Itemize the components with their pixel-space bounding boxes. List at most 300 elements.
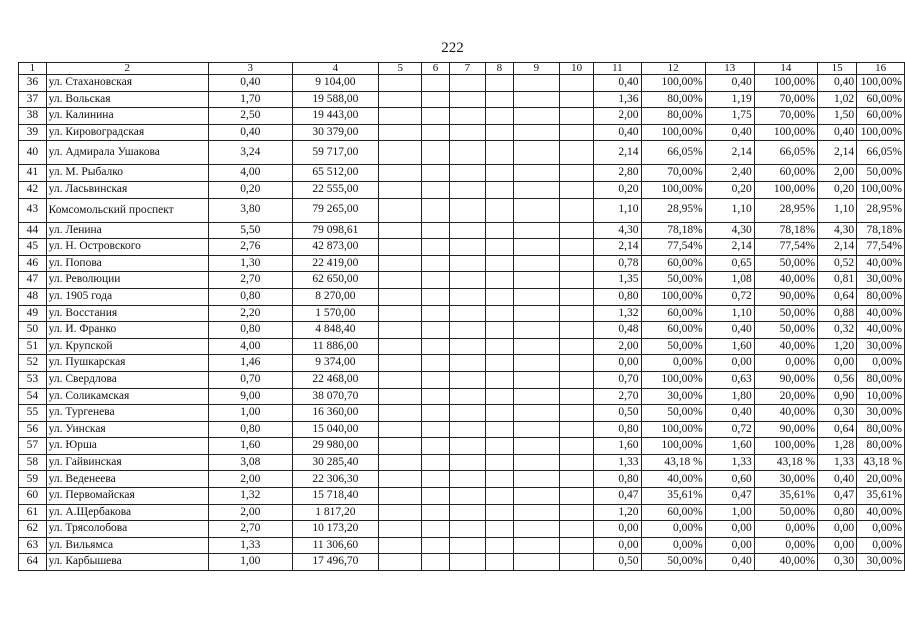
cell-col-1: 46 — [19, 255, 47, 272]
table-row — [19, 388, 905, 405]
cell-col-15: 0,40 — [818, 471, 857, 488]
column-header-10: 10 — [560, 63, 594, 75]
cell-col-2: ул. И. Франко — [46, 322, 208, 339]
cell-col-11: 0,20 — [594, 181, 641, 198]
empty-cell — [560, 554, 594, 571]
cell-col-15: 0,47 — [818, 488, 857, 505]
empty-cell — [449, 165, 486, 182]
cell-col-16: 30,00% — [857, 272, 905, 289]
empty-cell — [513, 75, 559, 92]
empty-cell — [513, 438, 559, 455]
cell-col-3: 9,00 — [208, 388, 292, 405]
empty-cell — [486, 338, 513, 355]
cell-col-11: 0,80 — [594, 471, 641, 488]
cell-col-14: 60,00% — [754, 165, 817, 182]
cell-col-15: 0,00 — [818, 355, 857, 372]
empty-cell — [560, 255, 594, 272]
cell-col-16: 43,18 % — [857, 454, 905, 471]
cell-col-1: 41 — [19, 165, 47, 182]
empty-cell — [379, 554, 422, 571]
cell-col-2: ул. Н. Островского — [46, 239, 208, 256]
cell-col-4: 1 570,00 — [292, 305, 379, 322]
empty-cell — [513, 198, 559, 222]
cell-col-16: 50,00% — [857, 165, 905, 182]
table-row — [19, 454, 905, 471]
empty-cell — [422, 255, 449, 272]
cell-col-2: ул. Адмирала Ушакова — [46, 141, 208, 165]
cell-col-4: 29 980,00 — [292, 438, 379, 455]
cell-col-4: 15 718,40 — [292, 488, 379, 505]
cell-col-3: 2,70 — [208, 521, 292, 538]
empty-cell — [560, 198, 594, 222]
empty-cell — [513, 521, 559, 538]
table-row — [19, 255, 905, 272]
cell-col-13: 1,75 — [705, 108, 754, 125]
cell-col-14: 40,00% — [754, 272, 817, 289]
cell-col-15: 0,90 — [818, 388, 857, 405]
empty-cell — [379, 405, 422, 422]
cell-col-13: 0,00 — [705, 521, 754, 538]
empty-cell — [379, 504, 422, 521]
cell-col-13: 1,60 — [705, 438, 754, 455]
cell-col-4: 65 512,00 — [292, 165, 379, 182]
cell-col-4: 11 306,60 — [292, 537, 379, 554]
table-row — [19, 108, 905, 125]
cell-col-14: 43,18 % — [754, 454, 817, 471]
cell-col-13: 0,20 — [705, 181, 754, 198]
empty-cell — [379, 371, 422, 388]
cell-col-12: 100,00% — [641, 124, 705, 141]
cell-col-2: ул. Кировоградская — [46, 124, 208, 141]
empty-cell — [449, 421, 486, 438]
cell-col-4: 42 873,00 — [292, 239, 379, 256]
cell-col-3: 4,00 — [208, 165, 292, 182]
empty-cell — [422, 91, 449, 108]
empty-cell — [422, 421, 449, 438]
empty-cell — [513, 454, 559, 471]
cell-col-14: 90,00% — [754, 421, 817, 438]
empty-cell — [486, 537, 513, 554]
empty-cell — [560, 75, 594, 92]
cell-col-3: 0,80 — [208, 288, 292, 305]
empty-cell — [513, 255, 559, 272]
cell-col-15: 1,20 — [818, 338, 857, 355]
empty-cell — [379, 272, 422, 289]
cell-col-13: 0,72 — [705, 288, 754, 305]
empty-cell — [379, 537, 422, 554]
empty-cell — [422, 554, 449, 571]
cell-col-14: 90,00% — [754, 371, 817, 388]
cell-col-15: 0,00 — [818, 521, 857, 538]
cell-col-12: 80,00% — [641, 91, 705, 108]
table-row — [19, 355, 905, 372]
cell-col-14: 50,00% — [754, 255, 817, 272]
cell-col-2: ул. Первомайская — [46, 488, 208, 505]
empty-cell — [379, 198, 422, 222]
cell-col-1: 48 — [19, 288, 47, 305]
cell-col-13: 1,00 — [705, 504, 754, 521]
empty-cell — [486, 198, 513, 222]
empty-cell — [513, 222, 559, 239]
table-row — [19, 222, 905, 239]
cell-col-4: 1 817,20 — [292, 504, 379, 521]
cell-col-1: 55 — [19, 405, 47, 422]
column-header-7: 7 — [449, 63, 486, 75]
cell-col-12: 35,61% — [641, 488, 705, 505]
cell-col-13: 1,08 — [705, 272, 754, 289]
cell-col-16: 60,00% — [857, 91, 905, 108]
empty-cell — [379, 421, 422, 438]
empty-cell — [449, 75, 486, 92]
cell-col-13: 0,40 — [705, 554, 754, 571]
cell-col-15: 0,30 — [818, 405, 857, 422]
empty-cell — [449, 371, 486, 388]
cell-col-2: ул. Вольская — [46, 91, 208, 108]
empty-cell — [486, 272, 513, 289]
cell-col-4: 4 848,40 — [292, 322, 379, 339]
cell-col-13: 4,30 — [705, 222, 754, 239]
cell-col-4: 10 173,20 — [292, 521, 379, 538]
cell-col-16: 100,00% — [857, 181, 905, 198]
empty-cell — [513, 91, 559, 108]
empty-cell — [513, 471, 559, 488]
column-header-5: 5 — [379, 63, 422, 75]
cell-col-4: 30 379,00 — [292, 124, 379, 141]
cell-col-11: 2,14 — [594, 239, 641, 256]
table-row — [19, 75, 905, 92]
cell-col-15: 0,00 — [818, 537, 857, 554]
column-header-16: 16 — [857, 63, 905, 75]
empty-cell — [379, 222, 422, 239]
empty-cell — [560, 405, 594, 422]
cell-col-13: 0,40 — [705, 75, 754, 92]
cell-col-2: ул. Вильямса — [46, 537, 208, 554]
cell-col-4: 17 496,70 — [292, 554, 379, 571]
page-number: 222 — [441, 40, 464, 56]
cell-col-12: 80,00% — [641, 108, 705, 125]
cell-col-2: ул. Попова — [46, 255, 208, 272]
cell-col-12: 100,00% — [641, 75, 705, 92]
empty-cell — [449, 438, 486, 455]
cell-col-1: 54 — [19, 388, 47, 405]
cell-col-11: 1,32 — [594, 305, 641, 322]
empty-cell — [486, 554, 513, 571]
empty-cell — [513, 371, 559, 388]
column-header-8: 8 — [486, 63, 513, 75]
empty-cell — [422, 504, 449, 521]
cell-col-11: 0,80 — [594, 421, 641, 438]
table-row — [19, 181, 905, 198]
cell-col-16: 10,00% — [857, 388, 905, 405]
empty-cell — [379, 255, 422, 272]
cell-col-11: 1,10 — [594, 198, 641, 222]
empty-cell — [486, 421, 513, 438]
empty-cell — [486, 471, 513, 488]
header-row — [19, 63, 905, 75]
empty-cell — [449, 471, 486, 488]
empty-cell — [379, 388, 422, 405]
table-row — [19, 198, 905, 222]
cell-col-11: 0,00 — [594, 355, 641, 372]
cell-col-3: 1,60 — [208, 438, 292, 455]
empty-cell — [486, 181, 513, 198]
empty-cell — [486, 255, 513, 272]
cell-col-16: 40,00% — [857, 255, 905, 272]
cell-col-12: 0,00% — [641, 355, 705, 372]
empty-cell — [422, 322, 449, 339]
cell-col-16: 77,54% — [857, 239, 905, 256]
cell-col-2: ул. Революции — [46, 272, 208, 289]
empty-cell — [486, 388, 513, 405]
empty-cell — [513, 305, 559, 322]
cell-col-1: 44 — [19, 222, 47, 239]
cell-col-2: ул. Восстания — [46, 305, 208, 322]
cell-col-11: 0,80 — [594, 288, 641, 305]
cell-col-12: 77,54% — [641, 239, 705, 256]
cell-col-3: 4,00 — [208, 338, 292, 355]
cell-col-2: Комсомольский проспект — [46, 198, 208, 222]
empty-cell — [486, 91, 513, 108]
table-row — [19, 504, 905, 521]
empty-cell — [449, 338, 486, 355]
cell-col-14: 70,00% — [754, 91, 817, 108]
table-row — [19, 91, 905, 108]
empty-cell — [513, 181, 559, 198]
cell-col-1: 49 — [19, 305, 47, 322]
empty-cell — [513, 388, 559, 405]
cell-col-16: 28,95% — [857, 198, 905, 222]
cell-col-14: 50,00% — [754, 305, 817, 322]
empty-cell — [560, 537, 594, 554]
empty-cell — [422, 405, 449, 422]
empty-cell — [513, 272, 559, 289]
table-row — [19, 322, 905, 339]
cell-col-13: 2,14 — [705, 239, 754, 256]
cell-col-4: 38 070,70 — [292, 388, 379, 405]
cell-col-15: 1,10 — [818, 198, 857, 222]
empty-cell — [422, 488, 449, 505]
empty-cell — [422, 75, 449, 92]
cell-col-14: 40,00% — [754, 338, 817, 355]
cell-col-3: 0,80 — [208, 322, 292, 339]
cell-col-11: 0,40 — [594, 75, 641, 92]
cell-col-12: 30,00% — [641, 388, 705, 405]
cell-col-1: 61 — [19, 504, 47, 521]
empty-cell — [560, 388, 594, 405]
cell-col-13: 0,60 — [705, 471, 754, 488]
cell-col-16: 66,05% — [857, 141, 905, 165]
table-row — [19, 488, 905, 505]
cell-col-3: 3,08 — [208, 454, 292, 471]
cell-col-15: 2,14 — [818, 141, 857, 165]
empty-cell — [513, 338, 559, 355]
empty-cell — [449, 239, 486, 256]
cell-col-14: 0,00% — [754, 521, 817, 538]
cell-col-1: 39 — [19, 124, 47, 141]
cell-col-1: 47 — [19, 272, 47, 289]
cell-col-14: 90,00% — [754, 288, 817, 305]
cell-col-11: 2,70 — [594, 388, 641, 405]
table-row — [19, 305, 905, 322]
cell-col-15: 0,52 — [818, 255, 857, 272]
cell-col-4: 9 374,00 — [292, 355, 379, 372]
empty-cell — [560, 454, 594, 471]
empty-cell — [379, 355, 422, 372]
cell-col-15: 0,40 — [818, 124, 857, 141]
empty-cell — [379, 288, 422, 305]
cell-col-4: 79 265,00 — [292, 198, 379, 222]
cell-col-15: 0,64 — [818, 288, 857, 305]
cell-col-4: 30 285,40 — [292, 454, 379, 471]
cell-col-2: ул. Ласьвинская — [46, 181, 208, 198]
empty-cell — [379, 165, 422, 182]
cell-col-14: 100,00% — [754, 438, 817, 455]
cell-col-16: 40,00% — [857, 305, 905, 322]
empty-cell — [449, 322, 486, 339]
cell-col-2: ул. Юрша — [46, 438, 208, 455]
cell-col-1: 40 — [19, 141, 47, 165]
cell-col-13: 1,10 — [705, 198, 754, 222]
empty-cell — [486, 141, 513, 165]
empty-cell — [560, 471, 594, 488]
cell-col-16: 0,00% — [857, 355, 905, 372]
cell-col-14: 100,00% — [754, 75, 817, 92]
cell-col-13: 0,40 — [705, 405, 754, 422]
cell-col-12: 50,00% — [641, 272, 705, 289]
column-header-9: 9 — [513, 63, 559, 75]
empty-cell — [560, 124, 594, 141]
cell-col-16: 60,00% — [857, 108, 905, 125]
empty-cell — [422, 272, 449, 289]
cell-col-15: 0,32 — [818, 322, 857, 339]
empty-cell — [449, 488, 486, 505]
empty-cell — [560, 421, 594, 438]
cell-col-14: 50,00% — [754, 504, 817, 521]
empty-cell — [449, 355, 486, 372]
cell-col-11: 0,50 — [594, 405, 641, 422]
empty-cell — [486, 438, 513, 455]
table-row — [19, 338, 905, 355]
cell-col-12: 28,95% — [641, 198, 705, 222]
cell-col-13: 0,65 — [705, 255, 754, 272]
table-row — [19, 471, 905, 488]
cell-col-14: 70,00% — [754, 108, 817, 125]
cell-col-15: 0,64 — [818, 421, 857, 438]
cell-col-2: ул. Крупской — [46, 338, 208, 355]
cell-col-12: 60,00% — [641, 322, 705, 339]
empty-cell — [422, 198, 449, 222]
empty-cell — [486, 108, 513, 125]
cell-col-1: 36 — [19, 75, 47, 92]
empty-cell — [449, 454, 486, 471]
cell-col-13: 2,14 — [705, 141, 754, 165]
cell-col-14: 66,05% — [754, 141, 817, 165]
empty-cell — [422, 222, 449, 239]
cell-col-11: 0,47 — [594, 488, 641, 505]
cell-col-4: 22 419,00 — [292, 255, 379, 272]
cell-col-3: 0,40 — [208, 124, 292, 141]
empty-cell — [513, 124, 559, 141]
empty-cell — [422, 454, 449, 471]
table-row — [19, 165, 905, 182]
cell-col-12: 100,00% — [641, 438, 705, 455]
cell-col-11: 0,78 — [594, 255, 641, 272]
cell-col-13: 1,80 — [705, 388, 754, 405]
cell-col-16: 30,00% — [857, 405, 905, 422]
cell-col-1: 57 — [19, 438, 47, 455]
empty-cell — [422, 124, 449, 141]
empty-cell — [486, 239, 513, 256]
empty-cell — [449, 537, 486, 554]
cell-col-15: 0,88 — [818, 305, 857, 322]
cell-col-13: 0,00 — [705, 355, 754, 372]
table-row — [19, 438, 905, 455]
empty-cell — [513, 504, 559, 521]
cell-col-11: 2,14 — [594, 141, 641, 165]
empty-cell — [560, 488, 594, 505]
empty-cell — [486, 165, 513, 182]
empty-cell — [422, 371, 449, 388]
empty-cell — [449, 521, 486, 538]
cell-col-1: 60 — [19, 488, 47, 505]
empty-cell — [560, 91, 594, 108]
cell-col-11: 1,60 — [594, 438, 641, 455]
cell-col-11: 2,80 — [594, 165, 641, 182]
cell-col-12: 60,00% — [641, 305, 705, 322]
empty-cell — [513, 141, 559, 165]
empty-cell — [560, 371, 594, 388]
cell-col-14: 20,00% — [754, 388, 817, 405]
cell-col-14: 78,18% — [754, 222, 817, 239]
cell-col-11: 0,40 — [594, 124, 641, 141]
cell-col-2: ул. Веденеева — [46, 471, 208, 488]
cell-col-2: ул. Соликамская — [46, 388, 208, 405]
cell-col-12: 100,00% — [641, 181, 705, 198]
empty-cell — [486, 521, 513, 538]
empty-cell — [449, 272, 486, 289]
cell-col-1: 50 — [19, 322, 47, 339]
empty-cell — [560, 504, 594, 521]
empty-cell — [379, 141, 422, 165]
cell-col-15: 0,81 — [818, 272, 857, 289]
empty-cell — [486, 75, 513, 92]
empty-cell — [486, 405, 513, 422]
cell-col-1: 43 — [19, 198, 47, 222]
cell-col-13: 1,19 — [705, 91, 754, 108]
cell-col-2: ул. Трясолобова — [46, 521, 208, 538]
empty-cell — [486, 504, 513, 521]
cell-col-2: ул. Стахановская — [46, 75, 208, 92]
empty-cell — [513, 537, 559, 554]
cell-col-4: 19 443,00 — [292, 108, 379, 125]
cell-col-15: 2,14 — [818, 239, 857, 256]
empty-cell — [513, 488, 559, 505]
cell-col-14: 0,00% — [754, 537, 817, 554]
empty-cell — [422, 388, 449, 405]
table-row — [19, 141, 905, 165]
cell-col-14: 100,00% — [754, 181, 817, 198]
cell-col-14: 100,00% — [754, 124, 817, 141]
empty-cell — [422, 521, 449, 538]
cell-col-3: 2,00 — [208, 504, 292, 521]
cell-col-3: 0,70 — [208, 371, 292, 388]
cell-col-13: 0,00 — [705, 537, 754, 554]
cell-col-4: 59 717,00 — [292, 141, 379, 165]
empty-cell — [379, 124, 422, 141]
empty-cell — [379, 239, 422, 256]
cell-col-15: 0,30 — [818, 554, 857, 571]
cell-col-2: ул. Гайвинская — [46, 454, 208, 471]
